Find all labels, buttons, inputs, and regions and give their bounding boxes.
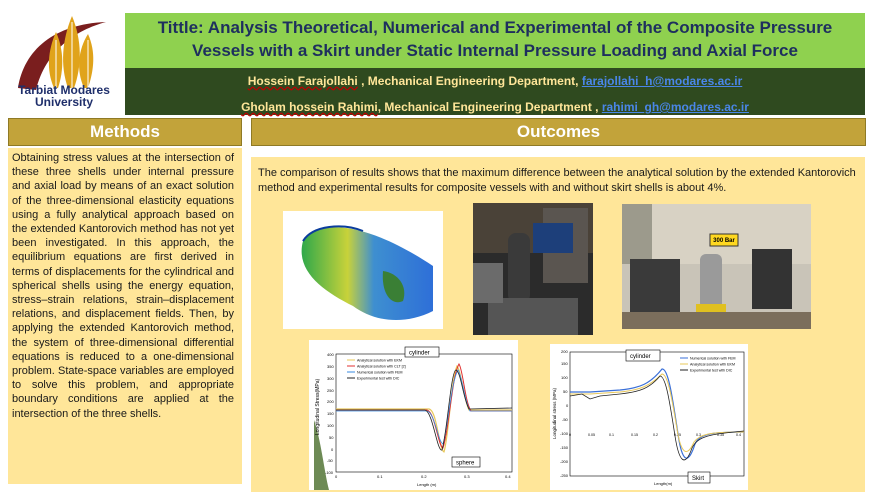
- university-name: [4, 84, 124, 108]
- author-line-1: [125, 74, 865, 88]
- right-legend-item: Numerical solution with FEM: [690, 356, 736, 361]
- right-xtick: 0.05: [588, 433, 595, 437]
- left-legend-item: Analytical solution with CLT [2]: [357, 364, 406, 369]
- right-legend: [680, 357, 736, 373]
- author1-name: Hossein Farajollahi: [247, 74, 358, 88]
- left-ytick: 200: [327, 399, 334, 404]
- right-label-skirt: Skirt: [692, 476, 704, 482]
- left-xtick: 0.1: [377, 474, 383, 479]
- left-legend-item: Numerical solution with FEM: [357, 370, 403, 375]
- left-ytick: 350: [327, 364, 334, 369]
- test-rig-photo: [622, 204, 811, 329]
- author-line-2: [125, 100, 865, 114]
- left-xtick: 0.2: [421, 474, 427, 479]
- right-label-cylinder: cylinder: [630, 354, 651, 360]
- right-ytick: 0: [566, 403, 569, 408]
- left-ytick: -100: [325, 470, 334, 475]
- right-legend-item: Analytical solution with EKM: [690, 362, 735, 367]
- author1-email-link[interactable]: farajollahi_h@modares.ac.ir: [581, 74, 743, 88]
- lab-setup-photo: [473, 203, 593, 335]
- left-ytick: 150: [327, 411, 334, 416]
- right-ytick: 50: [563, 389, 568, 394]
- left-legend: [347, 359, 406, 381]
- left-xlabel: Length (m): [417, 482, 437, 487]
- left-series-fem: [336, 370, 512, 444]
- right-legend-item: Experimental test with DIC: [690, 368, 733, 373]
- stress-chart-right: [550, 344, 748, 490]
- right-xtick: 0.2: [653, 433, 658, 437]
- right-xtick: 0.25: [674, 433, 681, 437]
- right-ytick: -50: [562, 417, 568, 422]
- right-xtick: 0.1: [609, 433, 614, 437]
- right-xtick: 0.35: [717, 433, 724, 437]
- outcomes-heading: Outcomes: [251, 118, 866, 146]
- author2-email-link[interactable]: rahimi_gh@modares.ac.ir: [601, 100, 749, 114]
- pressure-sign: 300 Bar: [713, 238, 735, 244]
- left-xticks: [335, 474, 511, 479]
- left-xtick: 0: [335, 474, 338, 479]
- stress-chart-left: [309, 340, 518, 490]
- left-ytick: 250: [327, 388, 334, 393]
- right-ytick: 150: [561, 361, 568, 366]
- outcomes-body: The comparison of results shows that the maximum difference between the analytical solution by the extended Kantorovich method and experimental results for composite vessels with and without skirt shells is about 4%.: [258, 167, 856, 194]
- left-legend-item: Experimental test with DIC: [357, 376, 400, 381]
- right-xtick: 0: [569, 433, 571, 437]
- title-banner: [125, 13, 865, 68]
- left-xtick: 0.3: [464, 474, 470, 479]
- right-ytick: -150: [560, 445, 569, 450]
- left-ytick: 400: [327, 352, 334, 357]
- right-ytick: 200: [561, 349, 568, 354]
- right-series-fem: [570, 369, 744, 458]
- author2-name: Gholam hossein Rahimi: [241, 100, 378, 114]
- author2-dept: , Mechanical Engineering Department ,: [377, 100, 602, 114]
- right-ytick: -200: [560, 459, 569, 464]
- methods-heading: Methods: [8, 118, 242, 146]
- left-legend-item: Analytical solution with EKM: [357, 358, 402, 363]
- left-yticks: [325, 352, 334, 475]
- right-ylabel: Longitudinal stress (MPa): [552, 387, 557, 439]
- left-xtick: 0.4: [505, 474, 511, 479]
- right-series-dic: [570, 376, 744, 460]
- university-name-line1: Tarbiat Modares: [18, 83, 110, 97]
- right-xtick: 0.15: [631, 433, 638, 437]
- left-ytick: 50: [329, 435, 334, 440]
- author1-dept: , Mechanical Engineering Department,: [357, 74, 582, 88]
- fe-model-image: [283, 211, 443, 329]
- right-ytick: -250: [560, 473, 569, 478]
- left-ytick: -50: [327, 458, 333, 463]
- left-ytick: 300: [327, 376, 334, 381]
- right-ytick: -100: [560, 431, 569, 436]
- university-name-line2: University: [34, 95, 94, 109]
- left-label-cylinder: cylinder: [409, 350, 430, 357]
- methods-body: Obtaining stress values at the intersection of these three shells under internal pressure and axial load by means of an exact solution of the three-dimensional elasticity equations using a fully analytical approach based on the extended Kantorovich method has not yet been investigated. In this approach, the equilibrium equations are first derived in terms of displacements for the cylindrical and spherical shells using the energy equation, stress–strain relations, strain–displacement relations, and displacement fields. Then, by applying the extended Kantorovich method, the system of three-dimensional differential equations is reduced to a one-dimensional problem. State-space variables are employed to solve this problem, and appropriate boundary conditions are applied at the intersection of the three shells.: [12, 152, 234, 420]
- author-banner: [125, 68, 865, 115]
- right-xtick: 0.4: [736, 433, 741, 437]
- right-series-ekm: [570, 374, 744, 452]
- right-xlabel: Length(m): [654, 481, 673, 486]
- left-ylabel: Longitudinal Stress(MPa): [315, 378, 321, 435]
- left-label-sphere: sphere: [456, 460, 475, 467]
- right-ytick: 100: [561, 375, 568, 380]
- right-xtick: 0.3: [696, 433, 701, 437]
- right-yticks: [560, 349, 569, 478]
- left-ytick: 0: [331, 447, 334, 452]
- left-ytick: 100: [327, 423, 334, 428]
- poster-title: Tittle: Analysis Theoretical, Numerical and Experimental of the Composite Pressure Vessels with a Skirt under Static Internal Pressure Loading and Axial Force: [157, 18, 833, 60]
